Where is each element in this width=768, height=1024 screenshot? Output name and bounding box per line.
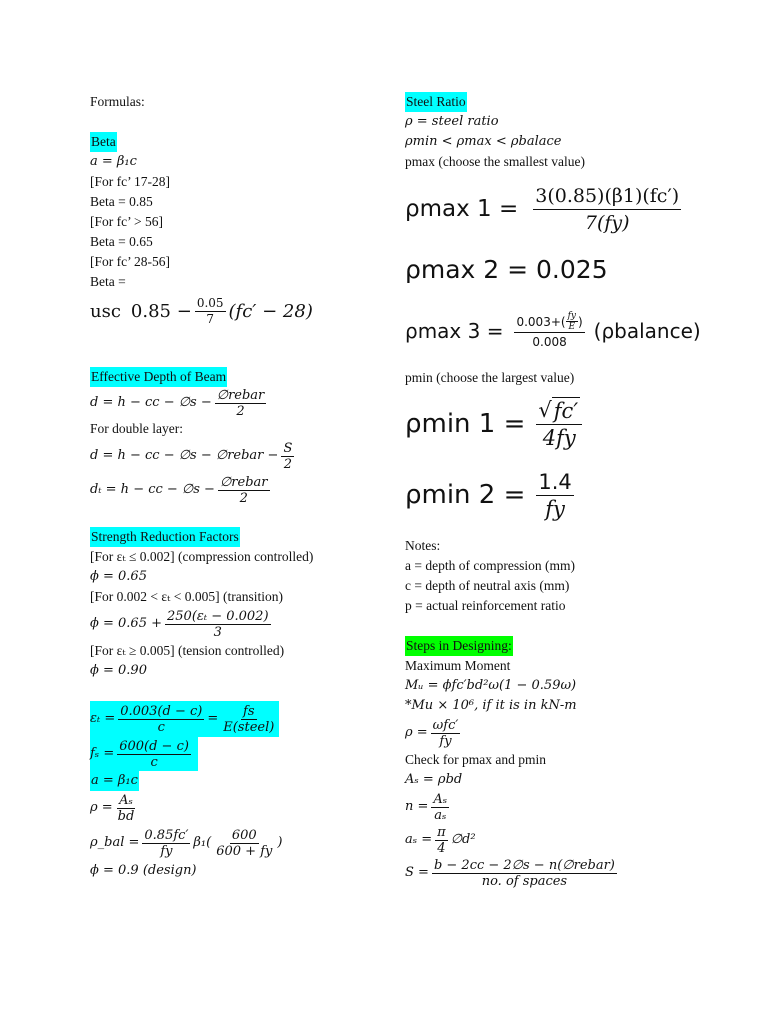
beta-use-const: 0.85 − bbox=[130, 300, 192, 322]
left-column bbox=[90, 92, 390, 881]
steps-heading: Steps in Designing: bbox=[405, 636, 513, 656]
pmax-note: pmax (choose the smallest value) bbox=[405, 154, 585, 169]
strain-equation: εₜ = $\frac{0.003(d - c)}{c}$ = $\frac{fs}{\text{E(steel)}}$ bbox=[90, 701, 390, 737]
effective-depth-eq2: d = h − cc − ∅s − ∅rebar − $\frac{S}{2}$ bbox=[90, 440, 293, 472]
beta-use-formula bbox=[90, 296, 390, 327]
n-equation: n = $\frac{\text{Aₛ}}{\text{aₛ}}$ bbox=[405, 791, 448, 823]
effective-depth-eq3: dₜ = h − cc − ∅s − $\frac{\text{∅rebar}}{2}$ bbox=[90, 474, 268, 506]
condition-tension: [For εₜ ≥ 0.005] (tension controlled) bbox=[90, 643, 285, 658]
beta-value-3: Beta = bbox=[90, 274, 126, 289]
phi-tension: ϕ = 0.90 bbox=[90, 663, 147, 678]
beta-range-2: [For fc’ > 56] bbox=[90, 214, 163, 229]
beta-value-2: Beta = 0.65 bbox=[90, 234, 153, 249]
check-label: Check for pmax and pmin bbox=[405, 752, 546, 767]
phi-design: ϕ = 0.9 (design) bbox=[90, 863, 197, 878]
beta-equation: a = β₁c bbox=[90, 154, 137, 169]
rho-definition: ρ = steel ratio bbox=[405, 114, 499, 129]
condition-compression: [For εₜ ≤ 0.002] (compression controlled) bbox=[90, 549, 314, 564]
fs-equation: fₛ = $\frac{600(d - c)}{c}$ bbox=[90, 737, 390, 771]
mu-note: *Mu × 10⁶, if it is in kN-m bbox=[405, 698, 577, 713]
beta-use-tail: (fc′ − 28) bbox=[228, 300, 313, 322]
beta-use-prefix: usc bbox=[90, 300, 121, 322]
pmin-note: pmin (choose the largest value) bbox=[405, 370, 575, 385]
max-moment-label: Maximum Moment bbox=[405, 658, 511, 673]
notes-title: Notes: bbox=[405, 538, 441, 553]
beta-range-1: [For fc’ 17-28] bbox=[90, 174, 170, 189]
effective-depth-heading: Effective Depth of Beam bbox=[90, 367, 227, 387]
rho-balanced-equation: ρ_bal = $\frac{0.85fc'}{fy}$ β₁( $\frac{600}{600 + fy}$ ) bbox=[90, 827, 283, 859]
beta-range-3: [For fc’ 28-56] bbox=[90, 254, 170, 269]
pmax3-formula: ρmax 3 = 0.003+( $\frac{fy}{E}$ ) 0.008 (ρbalance) bbox=[405, 311, 701, 349]
pmax2-formula: ρmax 2 = 0.025 bbox=[405, 255, 608, 284]
as-equation: Aₛ = ρbd bbox=[405, 772, 463, 787]
mu-equation: Mᵤ = ϕfc′bd²ω(1 − 0.59ω) bbox=[405, 678, 577, 693]
phi-transition: ϕ = 0.65 + $\frac{\text{250(εₜ − 0.002)}}{3}$ bbox=[90, 608, 269, 640]
note-c: c = depth of neutral axis (mm) bbox=[405, 578, 570, 593]
beta-use-fraction: $\frac{0.05}{7}$ bbox=[196, 296, 224, 326]
beta-value-1: Beta = 0.85 bbox=[90, 194, 153, 209]
rho-inequality: ρmin < ρmax < ρbalace bbox=[405, 134, 562, 149]
phi-compression: ϕ = 0.65 bbox=[90, 569, 147, 584]
a-equation: a = β₁c bbox=[90, 771, 139, 791]
rho-equation: ρ = $\frac{\text{Aₛ}}{bd}$ bbox=[90, 792, 135, 824]
effective-depth-eq1: d = h − cc − ∅s − $\frac{\text{∅rebar}}{2}$ bbox=[90, 387, 265, 419]
pmin2-formula: ρmin 2 = $\frac{1.4}{fy}$ bbox=[405, 469, 572, 521]
double-layer-label: For double layer: bbox=[90, 421, 183, 436]
right-column bbox=[405, 92, 745, 890]
strength-reduction-heading: Strength Reduction Factors bbox=[90, 527, 240, 547]
note-a: a = depth of compression (mm) bbox=[405, 558, 575, 573]
condition-transition: [For 0.002 < εₜ < 0.005] (transition) bbox=[90, 589, 283, 604]
pmax1-formula: ρmax 1 = $\frac{3(0.85)(\beta 1)(fc')}{7(fy)}$ bbox=[405, 184, 680, 234]
beta-heading: Beta bbox=[90, 132, 117, 152]
pmin1-formula: ρmin 1 = √ fc′ 4fy bbox=[405, 388, 745, 460]
rho-omega-equation: ρ = $\frac{\text{ωfc′}}{fy}$ bbox=[405, 717, 459, 749]
formulas-title: Formulas: bbox=[90, 94, 145, 109]
spacing-equation: S = $\frac{\text{b − 2cc − 2∅s − n(∅rebar)}}{\text{no. of spaces}}$ bbox=[405, 857, 615, 889]
note-p: p = actual reinforcement ratio bbox=[405, 598, 566, 613]
sqrt-symbol: √ fc′ bbox=[538, 398, 579, 423]
bar-area-equation: aₛ = $\frac{\pi}{4}$ ∅d² bbox=[405, 824, 476, 856]
steel-ratio-heading: Steel Ratio bbox=[405, 92, 467, 112]
